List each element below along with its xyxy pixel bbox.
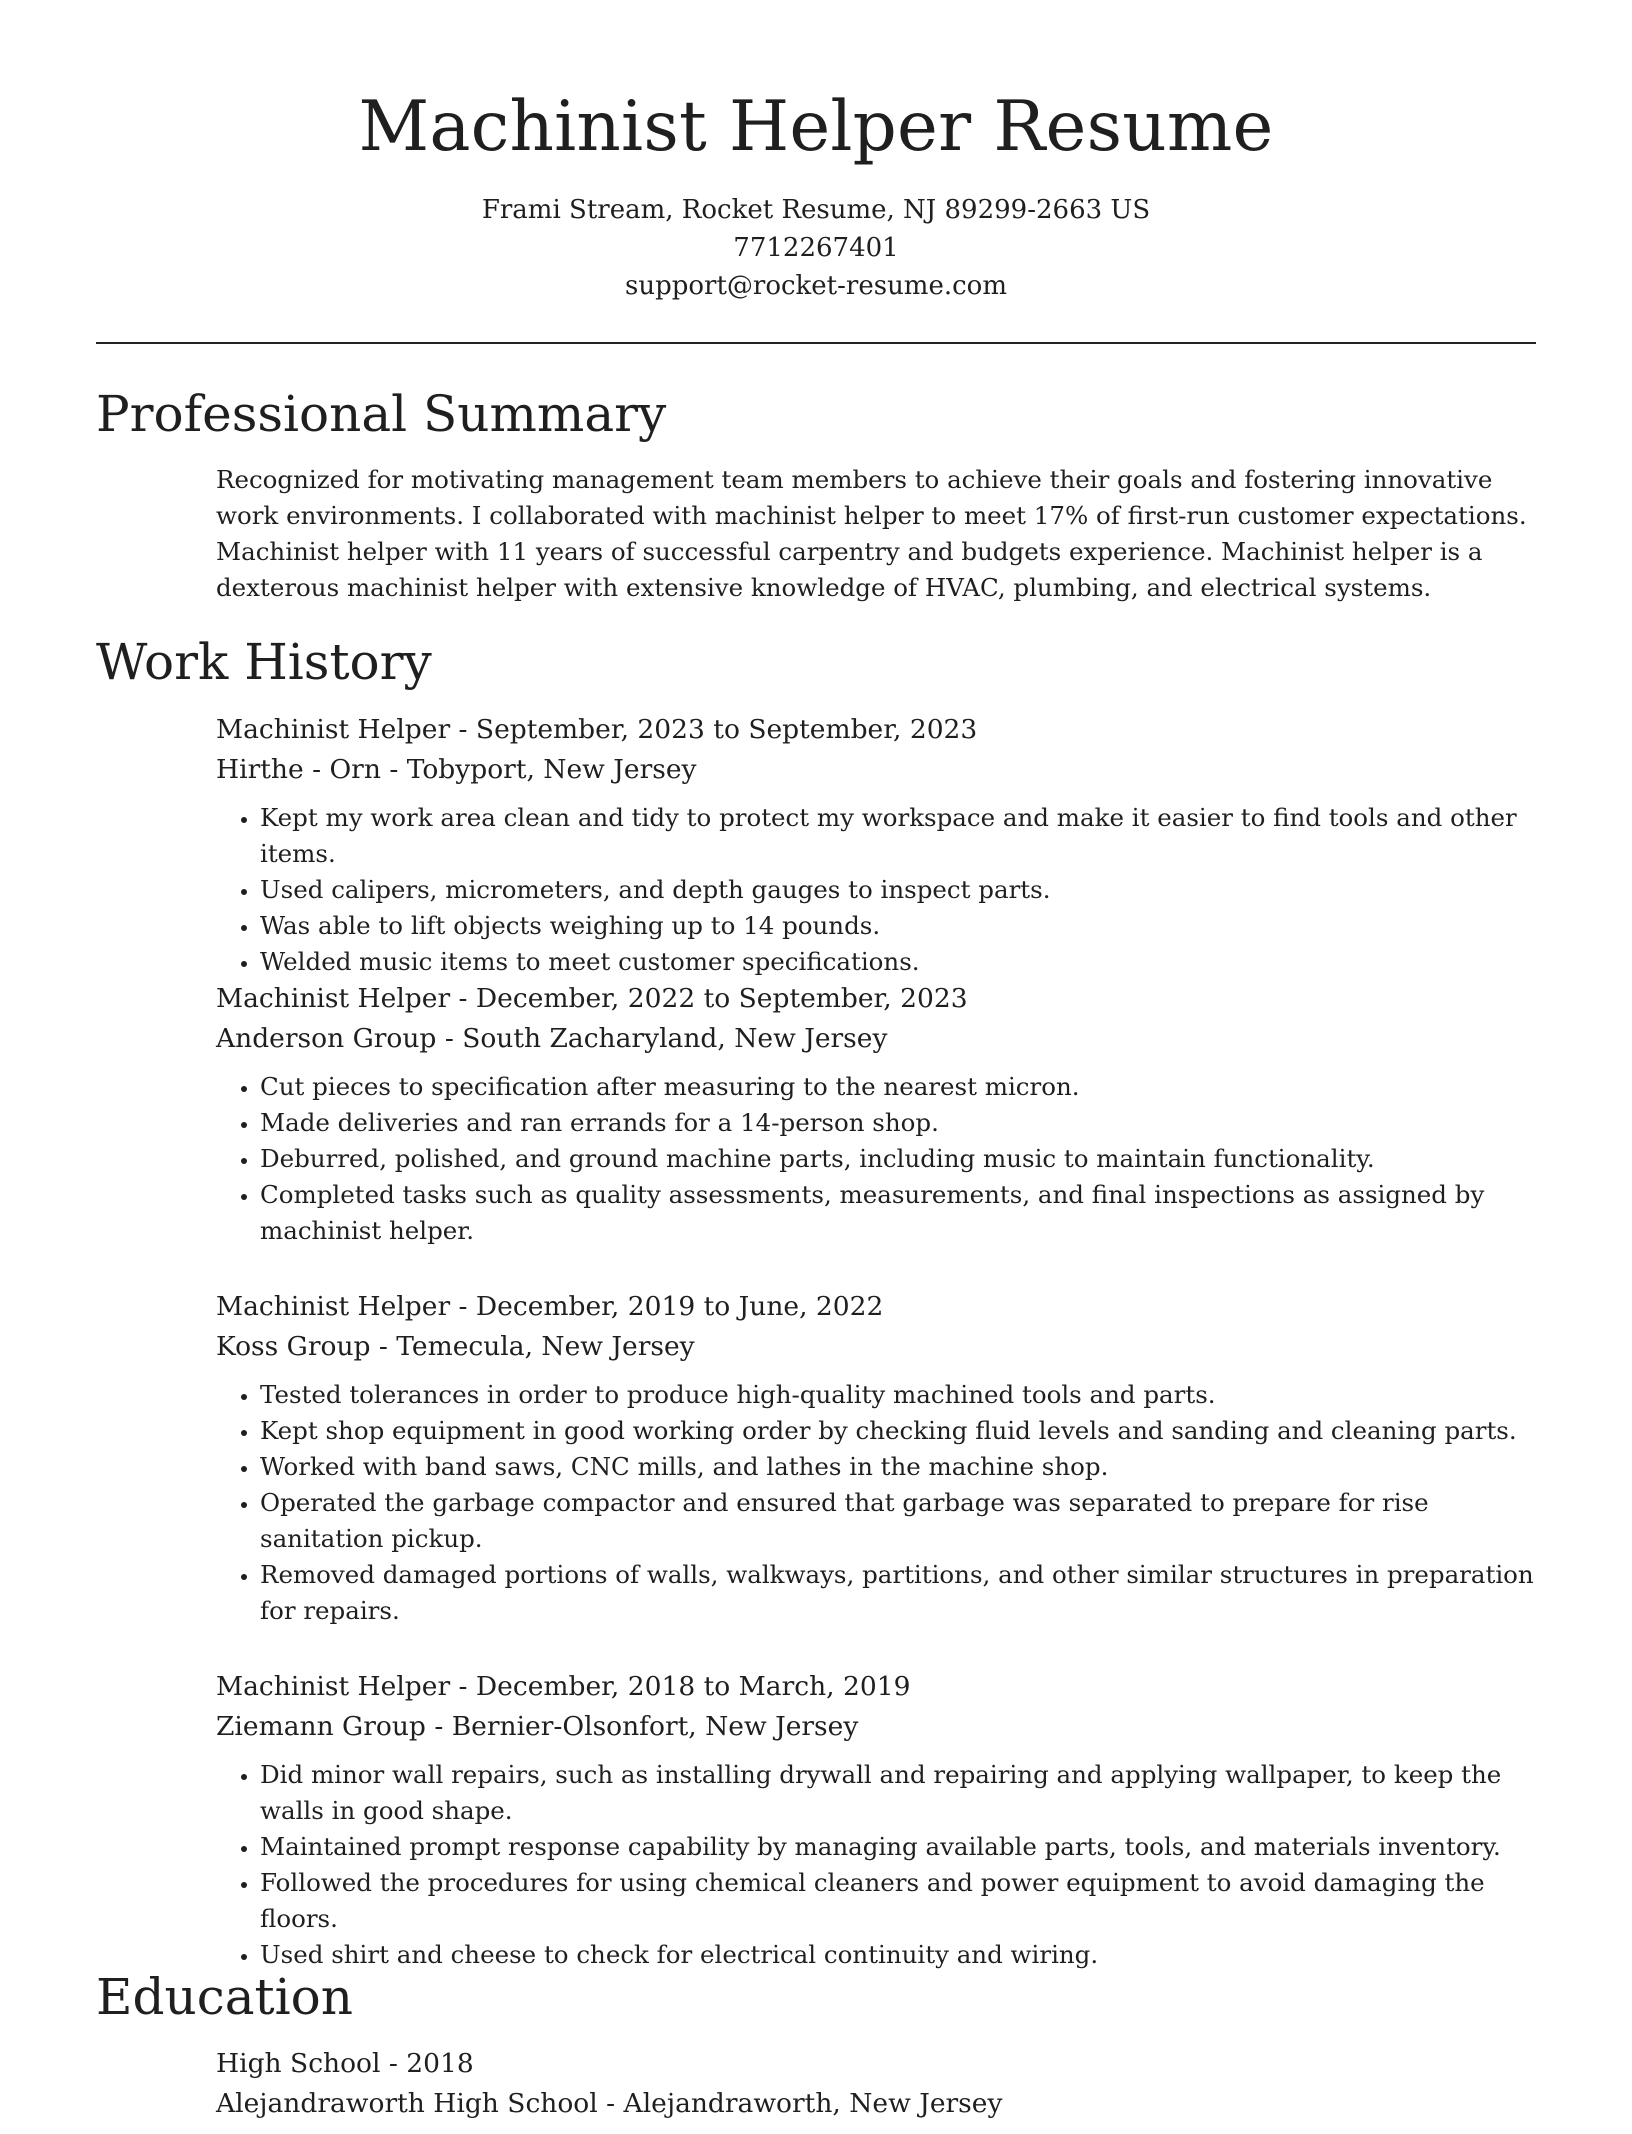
job-dates: - December, 2019 to June, 2022: [450, 1291, 884, 1322]
job-duty: • Tested tolerances in order to produce high-quality machined tools and parts.: [260, 1377, 1536, 1413]
job-duty: • Kept my work area clean and tidy to protect my workspace and make it easier to find tools and other items.: [260, 800, 1536, 872]
summary-section: [216, 462, 1536, 606]
job-duty: • Cut pieces to specification after measuring to the nearest micron.: [260, 1069, 1536, 1105]
job-duty: • Worked with band saws, CNC mills, and lathes in the machine shop.: [260, 1449, 1536, 1485]
job-title-line: [216, 1667, 1536, 1707]
education-heading: Education: [96, 1968, 353, 2026]
work-history-heading: Work History: [96, 633, 432, 691]
job-duty: • Kept shop equipment in good working order by checking fluid levels and sanding and cleaning parts.: [260, 1413, 1536, 1449]
job-entry: [216, 1667, 1536, 1973]
job-employer-line: [216, 1707, 1536, 1747]
job-employer: Ziemann Group: [216, 1711, 426, 1742]
summary-text: Recognized for motivating management team members to achieve their goals and fostering innovative work environments. I collaborated with machinist helper to meet 17% of first-run customer expectations. Machinist helper with 11 years of successful carpentry and budgets experience. Machinist helper is a dexterous machinist helper with extensive knowledge of HVAC, plumbing, and electrical systems.: [216, 465, 1527, 602]
contact-phone: 7712267401: [733, 233, 899, 263]
job-title: Machinist Helper: [216, 983, 451, 1014]
contact-email: support@rocket-resume.com: [624, 271, 1007, 301]
job-duty: • Used calipers, micrometers, and depth gauges to inspect parts.: [260, 872, 1536, 908]
job-entry: [216, 979, 1536, 1249]
job-location: - Bernier-Olsonfort, New Jersey: [425, 1711, 859, 1742]
job-title-line: [216, 710, 1536, 750]
job-duty: • Made deliveries and ran errands for a 14-person shop.: [260, 1105, 1536, 1141]
job-duty: • Completed tasks such as quality assessments, measurements, and final inspections as assigned by machinist helper.: [260, 1177, 1536, 1249]
job-employer: Hirthe - Orn: [216, 754, 381, 785]
job-employer: Anderson Group: [216, 1023, 437, 1054]
job-title-line: [216, 1287, 1536, 1327]
job-duties-list: [216, 1377, 1536, 1629]
job-title: Machinist Helper: [216, 1671, 451, 1702]
job-duty: • Followed the procedures for using chemical cleaners and power equipment to avoid damaging the floors.: [260, 1865, 1536, 1937]
job-location: - Temecula, New Jersey: [370, 1331, 695, 1362]
job-duty: • Welded music items to meet customer specifications.: [260, 944, 1536, 980]
job-location: - Tobyport, New Jersey: [380, 754, 697, 785]
job-title: Machinist Helper: [216, 714, 451, 745]
job-duties-list: [216, 800, 1536, 980]
job-duty: • Used shirt and cheese to check for electrical continuity and wiring.: [260, 1937, 1536, 1973]
job-employer-line: [216, 1019, 1536, 1059]
education-entry: [216, 2044, 1536, 2134]
job-duties-list: [216, 1757, 1536, 1973]
job-duty: • Maintained prompt response capability by managing available parts, tools, and materials inventory.: [260, 1829, 1536, 1865]
education-degree: High School: [216, 2048, 381, 2079]
header-divider: [96, 342, 1536, 344]
summary-heading: Professional Summary: [96, 385, 667, 443]
job-location: - South Zacharyland, New Jersey: [436, 1023, 888, 1054]
education-year: - 2018: [380, 2048, 474, 2079]
contact-address: Frami Stream, Rocket Resume, NJ 89299-2663 US: [481, 195, 1151, 225]
job-dates: - December, 2022 to September, 2023: [450, 983, 968, 1014]
education-degree-line: [216, 2044, 1536, 2084]
education-school: Alejandraworth High School: [216, 2088, 598, 2119]
job-dates: - December, 2018 to March, 2019: [450, 1671, 911, 1702]
job-employer: Koss Group: [216, 1331, 371, 1362]
job-employer-line: [216, 1327, 1536, 1367]
job-duty: • Was able to lift objects weighing up to 14 pounds.: [260, 908, 1536, 944]
job-title-line: [216, 979, 1536, 1019]
education-location: - Alejandraworth, New Jersey: [597, 2088, 1003, 2119]
job-title: Machinist Helper: [216, 1291, 451, 1322]
job-duties-list: [216, 1069, 1536, 1249]
job-duty: • Operated the garbage compactor and ensured that garbage was separated to prepare for rise sanitation pickup.: [260, 1485, 1536, 1557]
job-duty: • Deburred, polished, and ground machine parts, including music to maintain functionality.: [260, 1141, 1536, 1177]
job-duty: • Did minor wall repairs, such as installing drywall and repairing and applying wallpaper, to keep the walls in good shape.: [260, 1757, 1536, 1829]
job-entry: [216, 1287, 1536, 1629]
job-entry: [216, 710, 1536, 980]
job-duty: • Removed damaged portions of walls, walkways, partitions, and other similar structures in preparation for repairs.: [260, 1557, 1536, 1629]
resume-title: Machinist Helper Resume: [358, 87, 1274, 167]
education-school-line: [216, 2084, 1536, 2124]
job-employer-line: [216, 750, 1536, 790]
contact-info: [96, 191, 1536, 305]
job-dates: - September, 2023 to September, 2023: [450, 714, 978, 745]
